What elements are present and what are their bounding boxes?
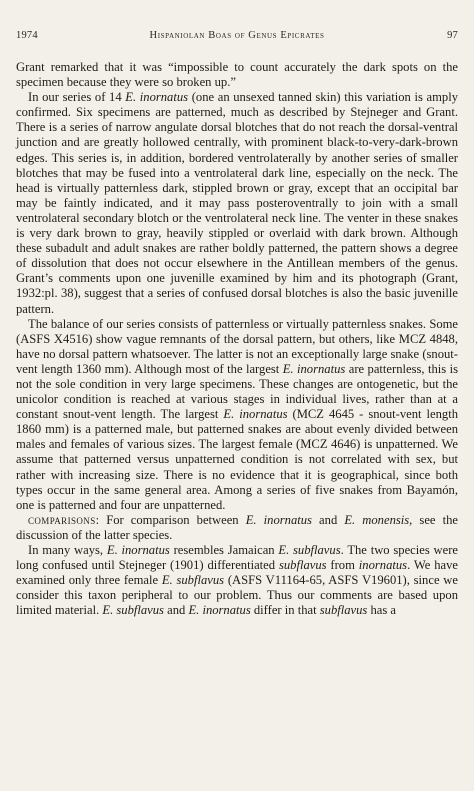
italic-term: E. inornatus [125, 90, 189, 105]
italic-term: E. inornatus [282, 361, 346, 376]
paragraph-comparisons [16, 513, 458, 543]
italic-term: E. monensis [344, 512, 410, 527]
text-run: . We have examined only three female [16, 558, 458, 588]
italic-term: E. subflavus [161, 573, 225, 588]
text-run: : For comparison between [95, 512, 246, 527]
italic-term: subflavus [278, 558, 327, 573]
text-run: , see the discussion of the latter species. [16, 512, 458, 542]
running-head [16, 28, 458, 44]
italic-term: E. inornatus [223, 407, 288, 422]
text-run: has a [367, 603, 397, 618]
italic-term: E. subflavus [278, 543, 341, 557]
text-run: In our series of 14 [28, 90, 126, 105]
italic-term: E. inornatus [188, 603, 251, 618]
running-head-title: Hispaniolan Boas of Genus Epicrates [149, 30, 325, 41]
text-run: are patternless, this is not the sole condition in very large specimens. These changes are ontogenetic, but the unicolor condition is reached at various stages in individual lives, rather than at a constant snout-vent length. The largest [16, 361, 458, 422]
text-run: from [326, 558, 359, 573]
running-head-year: 1974 [16, 30, 38, 41]
text-run: and [163, 603, 189, 618]
paragraph-patternless-snakes [16, 317, 458, 513]
page-number: 97 [447, 30, 458, 41]
text-run: (ASFS V11164-65, ASFS V19601), since we consider this taxon peripheral to our problem. Thus our comments are based upon limited material. [16, 573, 458, 618]
text-run: (MCZ 4645 - snout-vent length 1860 mm) is a patterned male, but patterned snakes are about evenly divided between males and females of various sizes. The largest female (MCZ 4646) is unpatterned. We assume that patterned versus unpatterned condition is not correlated with sex, but rather with increasing size. There is no evidence that it is geographical, since both types occur in the same general area. Among a series of five snakes from Bayamón, one is patterned and four are unpatterned. [16, 407, 458, 512]
text-run: In many ways, [28, 543, 107, 557]
text-run: The balance of our series consists of patternless or virtually patternless snakes. Some (ASFS X4516) show vague remnants of the dorsal pattern, but others, like MCZ 4848, have no dorsal pattern whatsoever. The latter is not an exceptionally large snake (snout-vent length 1360 mm). Although most of the largest [16, 316, 458, 376]
italic-term: E. inornatus [106, 543, 170, 557]
section-lead: comparisons [28, 512, 96, 527]
italic-term: E. inornatus [245, 512, 312, 527]
italic-term: inornatus [358, 558, 408, 573]
paragraph-subflavus [16, 543, 458, 618]
text-run: . The two species were long confused until Stejneger (1901) differentiated [16, 543, 458, 573]
italic-term: E. subflavus [102, 603, 164, 618]
text-run: Grant remarked that it was “impossible to count accurately the dark spots on the specimen because they were so broken up.” [16, 60, 458, 90]
paragraph-series-variation [16, 90, 458, 316]
text-run: and [311, 512, 345, 527]
body-text [16, 60, 458, 618]
text-run: resembles Jamaican [169, 543, 279, 557]
italic-term: subflavus [319, 603, 368, 618]
text-run: differ in that [250, 603, 320, 618]
text-run: (one an unsexed tanned skin) this variation is amply confirmed. Six specimens are patterned, much as described by Stejneger and Grant. There is a series of narrow angulate dorsal blotches that do not reach the dorsal-ventral junction and are greatly hollowed centrally, with prominent black-to-very-dark-brown edges. This series is, in addition, bordered ventrolaterally by another series of smaller blotches that may be fused into a ventrolateral dark line, especially on the neck. The head is virtually patternless dark, stippled brown or gray, except that an occipital bar may be faintly indicated, and it may pass posteroventrally to join with a small ventrolateral secondary blotch or the ventrolateral neck line. The venter in these snakes is very dark brown to gray, heavily stippled or overlaid with dark brown. Although these subadult and adult snakes are rather boldly patterned, the pattern shows a degree of dissolution that does not occur elsewhere in the Antillean members of the genus. Grant’s comments upon one juvenille examined by him and its photograph (Grant, 1932:pl. 38), suggest that a series of confused dorsal blotches is also the basic juvenille pattern. [16, 90, 459, 316]
paragraph-grant-remark [16, 60, 458, 90]
